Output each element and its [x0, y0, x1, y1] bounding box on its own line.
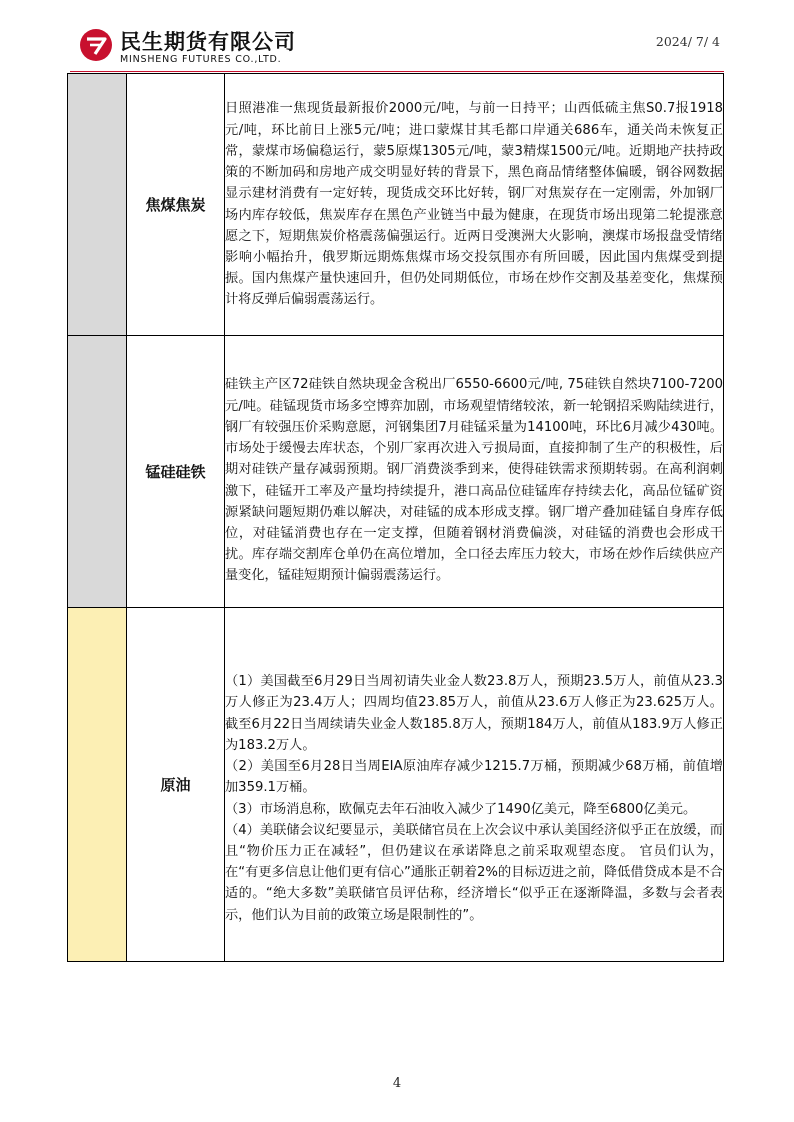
report-date: 2024/ 7/ 4	[655, 34, 720, 49]
category-cell	[68, 336, 127, 608]
commodity-label: 焦煤焦炭	[127, 74, 225, 336]
commodity-label: 原油	[127, 608, 225, 962]
commentary-paragraph: （3）市场消息称，欧佩克去年石油收入减少了1490亿美元，降至6800亿美元。	[225, 801, 697, 817]
commodity-commentary	[225, 608, 724, 962]
category-cell	[68, 74, 127, 336]
commodity-label: 锰硅硅铁	[127, 336, 225, 608]
commentary-paragraph: （4）美联储会议纪要显示，美联储官员在上次会议中承认美国经济似乎正在放缓，而且“物价压力正在减轻”，但仍建议在承诺降息之前采取观望态度。 官员们认为，在“有更多信息让他们更有信心”通胀正朝着2%的目标迈进之前，降低借贷成本是不合适的。“绝大多数”美联储官员评估称，经济增长“似乎正在逐渐降温，多数与会者表示，他们认为目前的政策立场是限制性的”。	[225, 822, 723, 923]
table-row	[68, 336, 724, 608]
commodity-table	[67, 73, 724, 962]
brand-name-cn: 民生期货有限公司	[120, 30, 296, 54]
commentary-paragraph: （2）美国至6月28日当周EIA原油库存减少1215.7万桶，预期减少68万桶，前值增加359.1万桶。	[225, 759, 723, 796]
commentary-text: 硅铁主产区72硅铁自然块现金含税出厂6550-6600元/吨, 75硅铁自然块7100-7200元/吨。硅锰现货市场多空博弈加剧，市场观望情绪较浓，新一轮钢招采购陆续进行，钢厂有较强压价采购意愿，河钢集团7月硅锰采量为14100吨，环比6月减少430吨。市场处于缓慢去库状态，个别厂家再次进入亏损局面，直接抑制了生产的积极性，后期对硅铁产量存减弱预期。钢厂消费淡季到来，使得硅铁需求预期转弱。在高利润刺激下，硅锰开工率及产量均持续提升，港口高品位硅锰库存持续去化，高品位锰矿资源紧缺问题短期仍难以解决，对硅锰的成本形成支撑。钢厂增产叠加硅锰自身库存低位，对硅锰消费也存在一定支撑，但随着钢材消费偏淡，对硅锰的消费也会形成干扰。库存端交割库仓单仍在高位增加，全口径去库压力较大，市场在炒作后续供应产量变化，锰硅短期预计偏弱震荡运行。	[225, 377, 723, 584]
page-number: 4	[392, 1076, 402, 1091]
category-cell	[68, 608, 127, 962]
page-header	[70, 24, 724, 70]
brand-name-en: MINSHENG FUTURES CO.,LTD.	[120, 54, 282, 65]
table-row	[68, 608, 724, 962]
commodity-commentary	[225, 336, 724, 608]
commentary-paragraph: （1）美国截至6月29日当周初请失业金人数23.8万人，预期23.5万人，前值从23.3万人修正为23.4万人；四周均值23.85万人，前值从23.6万人修正为23.625万人。截至6月22日当周续请失业金人数185.8万人，预期184万人，前值从183.9万人修正为183.2万人。	[225, 674, 723, 753]
table-row	[68, 74, 724, 336]
minsheng-logo-icon	[78, 27, 114, 63]
commentary-text: 日照港准一焦现货最新报价2000元/吨，与前一日持平；山西低硫主焦S0.7报1918元/吨，环比前日上涨5元/吨；进口蒙煤甘其毛都口岸通关686车，通关尚未恢复正常，蒙煤市场偏稳运行，蒙5原煤1305元/吨，蒙3精煤1500元/吨。近期地产扶持政策的不断加码和房地产成交明显好转的背景下，黑色商品情绪整体偏暖，钢谷网数据显示建材消费有一定好转，现货成交环比好转，钢厂对焦炭存在一定刚需，外加钢厂场内库存较低，焦炭库存在黑色产业链当中最为健康，在现货市场出现第二轮提涨意愿之下，短期焦炭价格震荡偏强运行。近两日受澳洲大火影响，澳煤市场报盘受情绪影响小幅抬升，俄罗斯远期炼焦煤市场交投氛围亦有所回暖，因此国内焦煤受到提振。国内焦煤产量快速回升，但仍处同期低位，市场在炒作交割及基差变化，焦煤预计将反弹后偏弱震荡运行。	[225, 101, 723, 308]
commodity-commentary	[225, 74, 724, 336]
